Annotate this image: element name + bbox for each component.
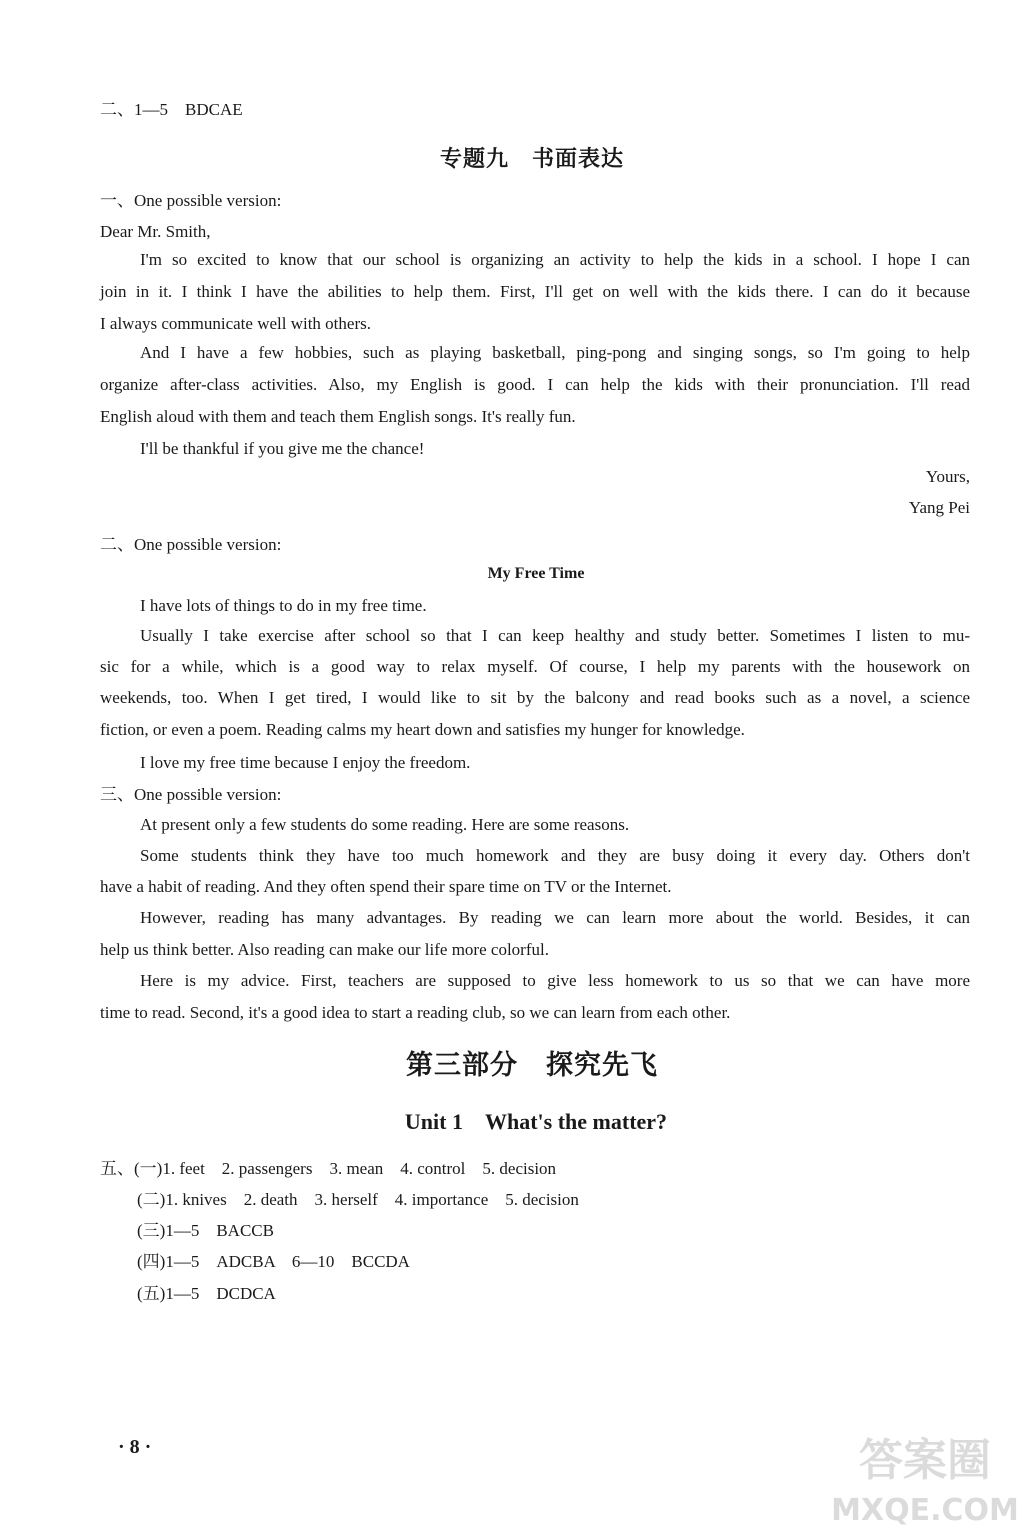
answer-line: (二)1. knives 2. death 3. herself 4. importance 5. decision <box>137 1190 579 1209</box>
answer-line: (三)1—5 BACCB <box>137 1221 274 1240</box>
part3-line: help us think better. Also reading can make our life more colorful. <box>100 940 549 959</box>
watermark-domain: MXQE.COM <box>831 1493 1019 1528</box>
part2-label: 二、One possible version: <box>100 535 282 554</box>
part2-line: sic for a while, which is a good way to relax myself. Of course, I help my parents with the housework on <box>100 657 970 676</box>
part2-line: I have lots of things to do in my free time. <box>140 596 427 615</box>
watermark-logo <box>830 1420 1020 1530</box>
part1-line: I'm so excited to know that our school is organizing an activity to help the kids in a school. I hope I can <box>140 250 970 269</box>
part3-line: However, reading has many advantages. By reading we can learn more about the world. Besides, it can <box>140 908 970 927</box>
answer-line: 五、(一)1. feet 2. passengers 3. mean 4. control 5. decision <box>100 1159 557 1178</box>
letter-signature: Yang Pei <box>908 498 970 517</box>
part2-line: weekends, too. When I get tired, I would like to sit by the balcony and read books such as a novel, a science <box>100 688 970 707</box>
part2-line: I love my free time because I enjoy the freedom. <box>140 753 471 772</box>
part3-line: Here is my advice. First, teachers are supposed to give less homework to us so that we can have more <box>140 971 970 990</box>
unit-title: Unit 1 What's the matter? <box>404 1109 668 1134</box>
section-heading: 第三部分 探究先飞 <box>406 1050 658 1081</box>
part1-line: join in it. I think I have the abilities to help them. First, I'll get on well with the kids there. I can do it because <box>100 282 970 301</box>
topic9-heading: 专题九 书面表达 <box>439 147 624 172</box>
page-number: · 8 · <box>118 1436 152 1458</box>
part1-line: I always communicate well with others. <box>100 314 371 333</box>
part1-line: I'll be thankful if you give me the chance! <box>140 439 425 458</box>
part2-line: Usually I take exercise after school so that I can keep healthy and study better. Sometimes I listen to mu- <box>140 626 970 645</box>
part3-line: At present only a few students do some reading. Here are some reasons. <box>140 815 630 834</box>
answer-line: (四)1—5 ADCBA 6—10 BCCDA <box>137 1252 410 1271</box>
part1-label: 一、One possible version: <box>100 191 282 210</box>
part3-line: time to read. Second, it's a good idea to start a reading club, so we can learn from each other. <box>100 1003 731 1022</box>
part1-line: organize after-class activities. Also, my English is good. I can help the kids with their pronunciation. I'll read <box>100 375 970 394</box>
part3-line: Some students think they have too much homework and they are busy doing it every day. Others don't <box>140 846 970 865</box>
essay-title: My Free Time <box>487 565 585 582</box>
part2-line: fiction, or even a poem. Reading calms my heart down and satisfies my hunger for knowledge. <box>100 720 745 739</box>
salutation: Dear Mr. Smith, <box>100 222 211 241</box>
part1-line: And I have a few hobbies, such as playing basketball, ping-pong and singing songs, so I'm going to help <box>140 343 970 362</box>
letter-closing: Yours, <box>925 467 970 486</box>
top-answer: 二、1—5 BDCAE <box>100 100 243 119</box>
answer-line: (五)1—5 DCDCA <box>137 1284 276 1303</box>
part3-line: have a habit of reading. And they often spend their spare time on TV or the Internet. <box>100 877 672 896</box>
watermark-text: 答案圈 <box>859 1435 991 1486</box>
part3-label: 三、One possible version: <box>100 785 282 804</box>
part1-line: English aloud with them and teach them English songs. It's really fun. <box>100 407 576 426</box>
